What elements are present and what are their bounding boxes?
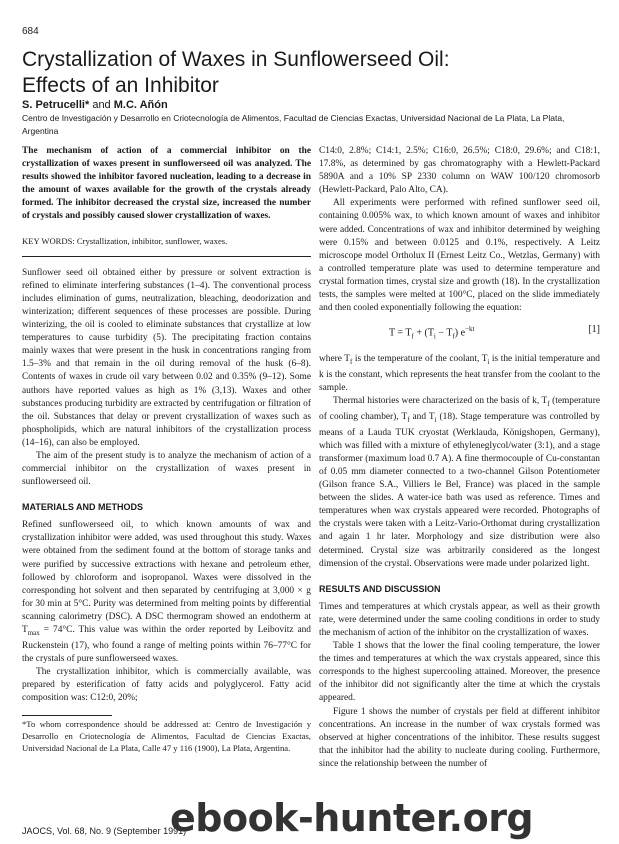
title-line-2: Effects of an Inhibitor <box>22 74 219 97</box>
authors <box>22 99 168 111</box>
methods-paragraph-1: Refined sunflowerseed oil, to which known amounts of wax and crystallization inhibitor were added, was used throughout this study. Waxes were obtained from the sediment found at the bottom of storage tanks and were purified by successive extractions with hexane and petroleum ether, followed by chloroform and isopropanol. Waxes were dissolved in the corresponding hot solvent and then separated by centrifuging at 3,000 × g for 30 min at 5°C. Purity was determined from melting points by differential scanning calorimetry (DSC). A DSC thermogram showed an endotherm at $T_{max} = 74^\circ C$. This value was within the order reported by Leibovitz and Ruckenstein (17), who found a range of melting points within 76–77°C for the crystals of pure sunflowerseed waxes. <box>22 520 311 665</box>
intro-paragraph-1: Sunflower seed oil obtained either by pressure or solvent extraction is refined to eliminate interfering substances (1–4). The conventional process includes elimination of gums, neutralization, bleaching, deodorization and winterization; different sequences of these processes are possible. During winterizing, the oil is cooled to eliminate substances that crystallize at low temperatures to cause turbidity (5). The precipitating fraction contains mainly waxes that were present in the husk in concentrations ranging from 1.5–3% and that remain in the oil during removal of the husk (6–8). Contents of waxes in crude oil vary between 0.02 and 0.35% (9–12). Some authors have reported values as high as 1% (3,13). Waxes and other substances producing turbidity are extracted by centrifugation or filtration of the oil. Substances that delay or prevent crystallization of waxes such as phospholipids, which are natural inhibitors of the crystallization process (14–16), can also be employed. <box>22 267 311 448</box>
right-paragraph-1: C14:0, 2.8%; C14:1, 2.5%; C16:0, 26.5%; C18:0, 29.6%; and C18:1, 17.8%, as determined by gas chromatography with a Hewlett-Packard 5890A and a 10% SP 2330 column on WAW 100/120 chromosorb (Hewlett-Packard, Palo Alto, CA). <box>319 146 600 196</box>
article-title <box>22 47 582 99</box>
left-column <box>22 145 311 754</box>
results-paragraph-1: Times and temperatures at which crystals appear, as well as their growth rate, were determined under the same cooling conditions in order to study the mechanism of action of the inhibitor on the crystallization of waxes. <box>319 601 600 638</box>
right-column <box>319 145 600 771</box>
methods-paragraph-2: The crystallization inhibitor, which is commercially available, was prepared by esterification of fatty acids and polyglycerol. Fatty acid composition was: C12:0, 20%; <box>22 667 311 704</box>
equation-number: [1] <box>588 324 600 336</box>
intro-paragraph-2: The aim of the present study is to analyze the mechanism of action of a commercial inhibitor on the crystallization of waxes present in sunflowerseed oil. <box>22 450 311 488</box>
right-paragraph-3: where $T_f$ is the temperature of the coolant, $T_i$ is the initial temperature and k is the constant, which represents the heat transfer from the coolant to the sample. <box>319 353 600 393</box>
journal-citation: JAOCS, Vol. 68, No. 9 (September 1991) <box>22 826 187 836</box>
equation-1 <box>319 323 600 343</box>
correspondence-mark: * <box>84 99 90 111</box>
abstract <box>22 145 311 248</box>
footnote-divider <box>22 715 112 716</box>
author-1: S. Petrucelli <box>22 99 85 111</box>
title-line-1: Crystallization of Waxes in Sunflowerseed Oil: <box>22 48 450 71</box>
results-heading: RESULTS AND DISCUSSION <box>319 583 441 594</box>
author-2: M.C. Añón <box>113 99 168 111</box>
abstract-divider <box>22 256 311 257</box>
watermark: ebook-hunter.org <box>170 796 534 840</box>
equation-expression: $T = T_f + (T_i - T_f)$ $e^{-kt}$ <box>389 325 475 341</box>
abstract-text: The mechanism of action of a commercial inhibitor on the crystallization of waxes present in sunflowerseed oil was analyzed. The results showed the inhibitor favored nucleation, leading to a decrease in the amount of waxes available for the growth of the crystals already formed. The inhibitor decreased the crystal size, increased the number of crystals and possibly caused slower crystallization of waxes. <box>22 146 311 222</box>
results-paragraph-2: Table 1 shows that the lower the final cooling temperature, the lower the times and temperatures at which the wax crystals appeared, since this corresponds to the highest supercooling attained. Moreover, the presence of the inhibitor did not significantly alter the time at which the crystals appeared. <box>319 641 600 704</box>
results-paragraph-3: Figure 1 shows the number of crystals per field at different inhibitor concentrations. An increase in the number of wax crystals formed was observed at higher concentrations of the inhibitor. These results suggest that the inhibitor had the ability to nucleate during cooling. Furthermore, since the relationship between the number of <box>319 706 600 769</box>
keywords: KEY WORDS: Crystallization, inhibitor, sunflower, waxes. <box>22 235 228 246</box>
page-number: 684 <box>22 26 39 37</box>
right-paragraph-4: Thermal histories were characterized on the basis of k, $T_f$ (temperature of cooling chamber), $T_f$ and $T_i$ (18). Stage temperature was controlled by means of a Lauda TUK cryostat (Werklauda, Königshopen, Germany), which was filled with a mixture of ethyleneglycol/water (3:1), and a stage transformer (maximum load 0.7 A). A fine thermocouple of Cu-constantan of 0.05 mm diameter connected to a two-channel Gilson Potentiometer (Gilson france S.A., Villiers le Bel, France) was placed in the sample between the slides. A water-ice bath was used as reference. Times and temperatures when wax crystals appeared were recorded. Photographs of the crystals were taken with a Leitz-Vario-Orthomat during crystallization and again 1 hr later. Morphology and size distribution were also determined. Crystal size was arbitrarily considered as the longest dimension of the crystal. Observations were made under polarized light. <box>319 395 601 569</box>
methods-heading: MATERIALS AND METHODS <box>22 502 143 513</box>
author-conjunction: and <box>89 99 114 111</box>
right-paragraph-2: All experiments were performed with refined sunflower seed oil, containing 0.005% wax, to which known amount of waxes and inhibitor were added. Concentrations of wax and inhibitor determined by weighing were 0.15% and between 0.0125 and 0.1%, respectively. A Leitz microscope model Ortholux II (Ernest Leitz Co., Wetzlas, Germany) with a controlled temperature plate was used to determine temperature and crystal formation times, crystal size and growth (18). In the crystallization tests, the samples were melted at 100°C, placed on the slide immediately and then cooled exponentially following the equation: <box>319 198 600 314</box>
footnote: *To whom correspondence should be addressed at: Centro de Investigación y Desarrollo en Criotecnología de Alimentos, Facultad de Ciencias Exactas, Universidad Nacional de La Plata, Calle 47 y 116 (1900), La Plata, Argentina. <box>22 719 311 753</box>
affiliation: Centro de Investigación y Desarrollo en Criotecnología de Alimentos, Facultad de Ciencias Exactas, Universidad Nacional de La Plata, La Plata, Argentina <box>22 113 565 136</box>
